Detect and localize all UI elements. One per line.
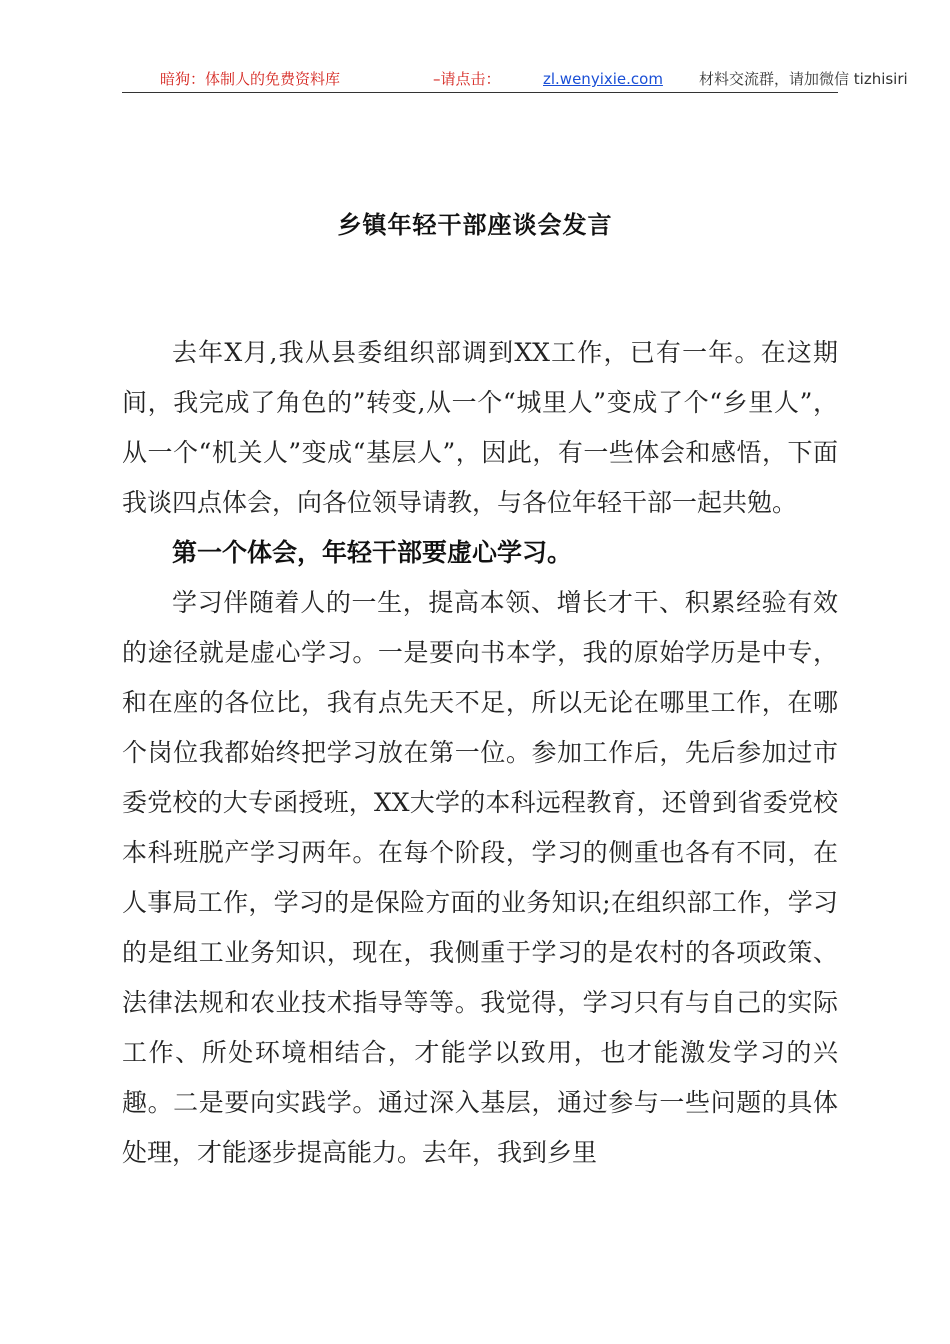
header-brand: 暗狗：体制人的免费资料库 — [160, 70, 341, 88]
header-group-info: 材料交流群，请加微信 tizhisiri — [699, 70, 908, 88]
header-link[interactable]: zl.wenyixie.com — [543, 70, 663, 88]
page-header — [122, 68, 908, 93]
document-body — [122, 328, 838, 1178]
paragraph-intro: 去年X月,我从县委组织部调到XX工作，已有一年。在这期间，我完成了角色的”转变,从一个“城里人”变成了个“乡里人”，从一个“机关人”变成“基层人”，因此，有一些体会和感悟，下面我谈四点体会，向各位领导请教，与各位年轻干部一起共勉。 — [122, 338, 838, 517]
paragraph-learning: 学习伴随着人的一生，提高本领、增长才干、积累经验有效的途径就是虚心学习。一是要向书本学，我的原始学历是中专，和在座的各位比，我有点先天不足，所以无论在哪里工作，在哪个岗位我都始终把学习放在第一位。参加工作后，先后参加过市委党校的大专函授班，XX大学的本科远程教育，还曾到省委党校本科班脱产学习两年。在每个阶段，学习的侧重也各有不同，在人事局工作，学习的是保险方面的业务知识;在组织部工作，学习的是组工业务知识，现在，我侧重于学习的是农村的各项政策、法律法规和农业技术指导等等。我觉得，学习只有与自己的实际工作、所处环境相结合，才能学以致用，也才能激发学习的兴趣。二是要向实践学。通过深入基层，通过参与一些问题的具体处理，才能逐步提高能力。去年，我到乡里 — [122, 588, 838, 1167]
document-title: 乡镇年轻干部座谈会发言 — [337, 210, 613, 239]
header-prompt: –请点击： — [433, 70, 501, 88]
section-heading: 第一个体会，年轻干部要虚心学习。 — [172, 538, 573, 567]
